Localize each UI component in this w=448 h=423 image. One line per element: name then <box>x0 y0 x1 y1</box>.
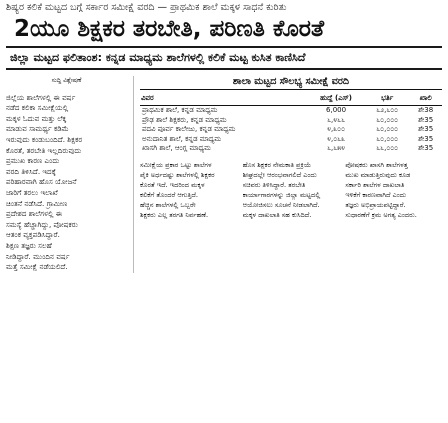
table-cell: ೬೦,೦೦೦ <box>376 125 399 133</box>
body-column-2-line: ಆಯೋಜಿಸಲು ಸೂಚನೆ ನೀಡಲಾಗಿದೆ. <box>242 200 320 209</box>
table-cell: ಪ್ರೌಢ ಶಾಲೆ ಶಿಕ್ಷಕರು, ಕನ್ನಡ ಮಾಧ್ಯಮ <box>142 115 227 124</box>
table-cell: ೬,೬೫೪ <box>327 144 345 152</box>
table-cell: ಶೇ35 <box>418 134 434 143</box>
table-row <box>140 125 442 135</box>
table-row <box>140 116 442 126</box>
article-body <box>140 160 442 220</box>
article-headline: 2ಯೂ ಶಿಕ್ಷಕರ ತರಬೇತಿ, ಪರಿಣತಿ ಕೊರತೆ <box>14 16 325 42</box>
table-body <box>140 106 442 154</box>
table-row <box>140 135 442 145</box>
table-row <box>140 144 442 154</box>
article-columns <box>6 76 442 273</box>
table-cell: ಪದವಿ ಪೂರ್ವ ಕಾಲೇಜು, ಕನ್ನಡ ಮಾಧ್ಯಮ <box>142 125 236 133</box>
body-column-2-line: ಕಾರ್ಯಾಗಾರಗಳನ್ನು ಜಿಲ್ಲಾ ಮಟ್ಟದಲ್ಲಿ <box>242 190 321 199</box>
body-column-3-line: ತಜ್ಞರು ಅಭಿಪ್ರಾಯಪಟ್ಟಿದ್ದಾರೆ. <box>345 200 406 209</box>
left-column-line: ಜಿಲ್ಲೆಯ ಶಾಲೆಗಳಲ್ಲಿ ಈ ವರ್ಷ <box>6 92 76 102</box>
body-column-2-line: ಶೀಘ್ರದಲ್ಲೇ ಆರಂಭವಾಗಲಿದೆ ಎಂದು <box>242 170 317 179</box>
table-cell: ಶೇ35 <box>418 125 434 133</box>
table-cell: ಶೇ38 <box>418 106 434 114</box>
left-column-text <box>6 93 127 273</box>
body-column-3-line: ಪೋಷಕರು ಖಾಸಗಿ ಶಾಲೆಗಳತ್ತ <box>345 160 408 169</box>
table-cell: ಶೇ35 <box>418 115 434 124</box>
left-column-line: ಶಿಕ್ಷಣ ತಜ್ಞರು ಸಲಹೆ <box>6 240 52 250</box>
left-column-line: ಇರುವುದು ಕಂಡುಬಂದಿದೆ. ಶಿಕ್ಷಕರ <box>6 134 83 144</box>
body-column-1-line: ಪೈಕಿ ಅರ್ಧದಷ್ಟು ಶಾಲೆಗಳಲ್ಲಿ ಶಿಕ್ಷಕರ <box>140 170 215 179</box>
body-column-1-line: ಹೆಚ್ಚಿನ ಶಾಲೆಗಳಲ್ಲಿ ಒಬ್ಬರೇ <box>140 200 196 209</box>
table-cell: ೪,೩೦೦ <box>327 125 345 133</box>
table-cell: ೬೦,೦೦೦ <box>376 134 399 143</box>
left-column-line: ನೀಡಿದ್ದಾರೆ. ಮುಂದಿನ ವರ್ಷ <box>6 251 70 261</box>
article-banner: ಜಿಲ್ಲಾ ಮಟ್ಟದ ಫಲಿತಾಂಶ: ಕನ್ನಡ ಮಾಧ್ಯಮ ಶಾಲೆಗಳಲ್ಲಿ ಕಲಿಕೆ ಮಟ್ಟ ಕುಸಿತ ಕಾಣಿಸಿದೆ <box>6 46 442 70</box>
left-column-caption: ಸುದ್ದಿ ವಿಶ್ಲೇಷಣೆ <box>51 77 82 84</box>
table-header-posts: ಹುದ್ದೆ (ಎಸ್) <box>307 92 365 106</box>
table-cell: ಖಾಸಗಿ ಶಾಲೆ, ಆಂಗ್ಲ ಮಾಧ್ಯಮ <box>142 144 211 152</box>
left-column-line: ಚಿಂತನೆ ನಡೆಸಿದೆ. ಗ್ರಾಮೀಣ <box>6 198 68 208</box>
body-column-2-line: ಸಚಿವರು ತಿಳಿಸಿದ್ದಾರೆ. ತರಬೇತಿ <box>242 180 306 189</box>
table-cell: ೬೬,೦೦೦ <box>376 144 399 152</box>
left-column <box>6 76 134 273</box>
body-column-3-line: ಸುಧಾರಣೆಗೆ ಕ್ರಮ ಅಗತ್ಯ ಎಂದರು. <box>345 210 417 219</box>
left-column-line: ಕೊರತೆ, ತರಬೇತಿ ಇಲ್ಲದಿರುವುದು <box>6 145 82 155</box>
body-column-3 <box>345 160 442 220</box>
right-column <box>134 76 442 273</box>
table-cell: ಶೇ35 <box>418 144 434 152</box>
table-cell: ಅನುದಾನಿತ ಶಾಲೆ, ಕನ್ನಡ ಮಾಧ್ಯಮ <box>142 134 222 143</box>
left-column-line: ಮಾಡುವ ಸಾಮರ್ಥ್ಯ ಕಡಿಮೆ <box>6 124 69 134</box>
table-cell: ೬,೪೬೬ <box>327 115 345 124</box>
body-column-2-line: ಹೊಸ ಶಿಕ್ಷಕರ ನೇಮಕಾತಿ ಪ್ರಕ್ರಿಯೆ <box>242 160 312 169</box>
body-column-1 <box>140 160 237 220</box>
left-column-line: ಆತಂಕ ವ್ಯಕ್ತಪಡಿಸಿದ್ದಾರೆ. <box>6 230 60 240</box>
table-header-vacant: ಖಾಲಿ <box>409 92 442 106</box>
left-column-line: ಜಾರಿಗೆ ತರಲು ಇಲಾಖೆ <box>6 187 58 197</box>
body-column-1-line: ಕಲಿಕೆಗೆ ತೊಂದರೆ ಆಗುತ್ತಿದೆ. <box>140 190 199 199</box>
left-column-line: ನಡೆದ ಕಲಿಕಾ ಸಮೀಕ್ಷೆಯಲ್ಲಿ <box>6 103 69 113</box>
body-column-3-line: ಇಳಿಕೆಗೆ ಕಾರಣವಾಗಿದೆ ಎಂದು <box>345 190 407 199</box>
left-column-line: ಮತ್ತೆ ಸಮೀಕ್ಷೆ ನಡೆಯಲಿದೆ. <box>6 262 68 272</box>
table-cell: ೪,೦೬೩ <box>327 134 345 143</box>
body-column-3-line: ಮುಖ ಮಾಡುತ್ತಿರುವುದು ಕೂಡ <box>345 170 411 179</box>
table-row <box>140 106 442 116</box>
article-lead: ಶಿಷ್ಯರ ಕಲಿಕೆ ಮಟ್ಟದ ಬಗ್ಗೆ ಸರ್ಕಾರ ಸಮೀಕ್ಷೆ ವರದಿ — ಪ್ರಾಥಮಿಕ ಶಾಲೆ ಮಕ್ಕಳ ಸಾಧನೆ ಕುರಿತು <box>6 2 287 13</box>
table-header-detail: ವಿವರ <box>140 92 307 106</box>
body-column-1-line: ಕೊರತೆ ಇದೆ. ಇದರಿಂದ ಮಕ್ಕಳ <box>140 180 205 189</box>
body-column-2-line: ಮಕ್ಕಳ ದಾಖಲಾತಿ ಸಹ ಕುಸಿದಿದೆ. <box>242 210 312 219</box>
left-column-line: ಪ್ರಮುಖ ಕಾರಣ ಎಂದು <box>6 156 60 166</box>
table-header-filled: ಭರ್ತಿ <box>365 92 409 106</box>
left-column-line: ವರದಿ ತಿಳಿಸಿದೆ. ಇದಕ್ಕೆ <box>6 166 56 176</box>
left-column-line: ಮಕ್ಕಳ ಓದುವ ಮತ್ತು ಲೆಕ್ಕ <box>6 113 67 123</box>
data-table <box>140 92 442 154</box>
left-column-line: ಪರಿಹಾರವಾಗಿ ಹೊಸ ಯೋಜನೆ <box>6 177 77 187</box>
table-header-row <box>140 92 442 106</box>
table-title: ಶಾಲಾ ಮಟ್ಟದ ಸೌಲಭ್ಯ ಸಮೀಕ್ಷೆ ವರದಿ <box>140 76 442 90</box>
table-cell: ೬೦,೦೦೦ <box>376 115 399 124</box>
table-cell: ೬೨,೬೦೦ <box>376 106 399 114</box>
body-column-2 <box>243 160 340 220</box>
body-column-1-line: ಸಮೀಕ್ಷೆಯ ಪ್ರಕಾರ ಒಟ್ಟು ಶಾಲೆಗಳ <box>140 160 212 169</box>
table-cell: ಪ್ರಾಥಮಿಕ ಶಾಲೆ, ಕನ್ನಡ ಮಾಧ್ಯಮ <box>142 106 218 114</box>
body-column-1-line: ಶಿಕ್ಷಕರು ಎಲ್ಲ ತರಗತಿ ನಿರ್ವಹಣೆ. <box>140 210 209 219</box>
table-cell: 6,000 <box>326 106 347 114</box>
left-column-line: ಸಮಸ್ಯೆ ಹೆಚ್ಚಾಗಿದ್ದು, ಪೋಷಕರು <box>6 219 78 229</box>
left-column-line: ಪ್ರದೇಶದ ಶಾಲೆಗಳಲ್ಲಿ ಈ <box>6 209 62 219</box>
body-column-3-line: ಸರ್ಕಾರಿ ಶಾಲೆಗಳ ದಾಖಲಾತಿ <box>345 180 405 189</box>
